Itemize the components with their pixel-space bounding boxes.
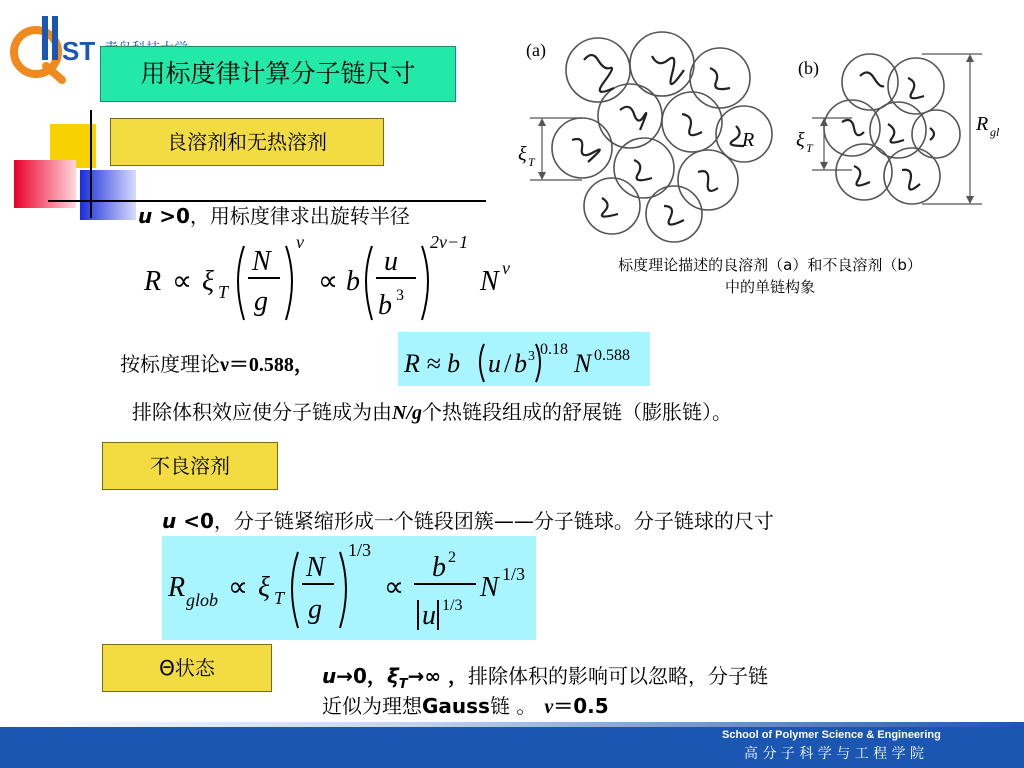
poor-text: ，分子链紧缩形成一个链段团簇——分子链球。分子链球的尺寸 bbox=[213, 509, 774, 533]
svg-text:ξ: ξ bbox=[796, 129, 805, 151]
theta-b: →∞ ， bbox=[407, 664, 469, 688]
svg-text:T: T bbox=[806, 141, 813, 155]
theta-nu-val: ＝0.5 bbox=[553, 694, 609, 718]
svg-text:g: g bbox=[308, 594, 322, 625]
good-solvent-label: 良溶剂和无热溶剂 bbox=[110, 118, 384, 166]
svg-text:N: N bbox=[480, 572, 499, 603]
svg-text:ξ: ξ bbox=[518, 143, 527, 165]
theta-nu: ν bbox=[544, 696, 554, 718]
theory-nu: ν＝0.588， bbox=[220, 354, 314, 376]
svg-text:u: u bbox=[488, 349, 501, 378]
good-solvent-line bbox=[138, 200, 410, 229]
svg-text:b: b bbox=[378, 290, 392, 321]
deco-blue-square bbox=[80, 170, 136, 220]
footer-school-en: School of Polymer Science & Engineering bbox=[722, 729, 941, 741]
theta-a: →0， bbox=[336, 664, 387, 688]
theta-line1-text: 排除体积的影响可以忽略，分子链 bbox=[468, 664, 769, 688]
svg-text:∝: ∝ bbox=[228, 572, 249, 603]
svg-text:N: N bbox=[252, 246, 271, 277]
formula-glob-size bbox=[162, 536, 536, 640]
poor-solvent-label: 不良溶剂 bbox=[102, 442, 278, 490]
svg-text:1/3: 1/3 bbox=[502, 564, 526, 584]
svg-text:3: 3 bbox=[528, 349, 535, 364]
svg-text:0.588: 0.588 bbox=[594, 347, 630, 364]
svg-text:1/3: 1/3 bbox=[442, 597, 463, 614]
svg-text:(b): (b) bbox=[798, 58, 819, 78]
swollen-var: N/g bbox=[392, 402, 422, 424]
theta-xi-sub: T bbox=[398, 677, 408, 692]
svg-text:ξ: ξ bbox=[202, 266, 214, 297]
u-var: u bbox=[138, 204, 153, 228]
svg-text:R: R bbox=[976, 113, 989, 135]
theory-line bbox=[120, 348, 314, 377]
svg-text:R: R bbox=[144, 266, 162, 297]
svg-text:1/3: 1/3 bbox=[348, 540, 372, 560]
theta-line-2 bbox=[322, 690, 609, 719]
svg-text:T: T bbox=[528, 155, 535, 169]
footer-bar bbox=[0, 727, 1024, 768]
u-cond: >0 bbox=[152, 204, 190, 228]
theory-text: 按标度理论 bbox=[120, 352, 220, 376]
svg-text:N: N bbox=[574, 349, 592, 378]
svg-text:N: N bbox=[480, 266, 499, 297]
svg-text:2v−1: 2v−1 bbox=[430, 232, 469, 252]
svg-text:glob: glob bbox=[186, 590, 219, 610]
svg-text:b: b bbox=[346, 266, 360, 297]
caption-line-1: 标度理论描述的良溶剂（a）和不良溶剂（b） bbox=[618, 256, 922, 274]
theta-gauss: Gauss bbox=[422, 694, 490, 718]
svg-text:ξ: ξ bbox=[258, 572, 270, 603]
poor-cond: <0 bbox=[176, 509, 214, 533]
theta-state-label: Θ状态 bbox=[102, 644, 272, 692]
svg-text:∝: ∝ bbox=[384, 572, 405, 603]
caption-line-2: 中的单链构象 bbox=[724, 278, 815, 296]
svg-text:v: v bbox=[296, 232, 304, 252]
poor-var: u bbox=[162, 509, 177, 533]
svg-text:∝: ∝ bbox=[318, 266, 339, 297]
svg-text:R: R bbox=[168, 572, 186, 603]
swollen-text-2: 个热链段组成的舒展链（膨胀链）。 bbox=[422, 400, 732, 424]
theta-line2-text2: 链 。 bbox=[489, 694, 537, 718]
svg-text:T: T bbox=[274, 588, 285, 608]
swollen-chain-line bbox=[132, 396, 732, 425]
svg-text:0.18: 0.18 bbox=[540, 341, 568, 358]
svg-text:u: u bbox=[422, 600, 436, 631]
svg-text:R: R bbox=[742, 129, 755, 151]
chain-conformation-figure bbox=[512, 30, 1022, 250]
svg-text:N: N bbox=[306, 552, 325, 583]
svg-text:b: b bbox=[514, 349, 527, 378]
svg-text:3: 3 bbox=[396, 287, 404, 304]
svg-text:2: 2 bbox=[448, 549, 456, 566]
svg-text:u: u bbox=[384, 246, 398, 277]
svg-text:g: g bbox=[254, 286, 268, 317]
qust-logo bbox=[6, 6, 98, 92]
theta-u: u bbox=[322, 664, 337, 688]
theta-line-1 bbox=[322, 660, 768, 692]
theta-xi: ξ bbox=[386, 664, 399, 688]
svg-text:R ≈ b: R ≈ b bbox=[404, 349, 461, 378]
svg-text:gl: gl bbox=[990, 125, 1000, 139]
formula-approx-radius bbox=[398, 332, 650, 386]
svg-text:∝: ∝ bbox=[172, 266, 193, 297]
good-line-text: ，用标度律求出旋转半径 bbox=[189, 204, 410, 228]
poor-solvent-line bbox=[162, 505, 774, 534]
svg-text:(a): (a) bbox=[526, 40, 546, 60]
figure-caption bbox=[560, 254, 980, 298]
theta-line2-text: 近似为理想 bbox=[322, 694, 422, 718]
svg-text:T: T bbox=[218, 282, 229, 302]
swollen-text-1: 排除体积效应使分子链成为由 bbox=[132, 400, 392, 424]
svg-text:/: / bbox=[504, 349, 512, 378]
formula-radius-scaling bbox=[140, 232, 520, 328]
svg-text:b: b bbox=[432, 552, 446, 583]
svg-text:ST: ST bbox=[62, 36, 96, 66]
page-title: 用标度律计算分子链尺寸 bbox=[100, 46, 456, 102]
footer-school-cn: 高 分 子 科 学 与 工 程 学 院 bbox=[744, 746, 925, 762]
svg-text:v: v bbox=[502, 258, 510, 278]
